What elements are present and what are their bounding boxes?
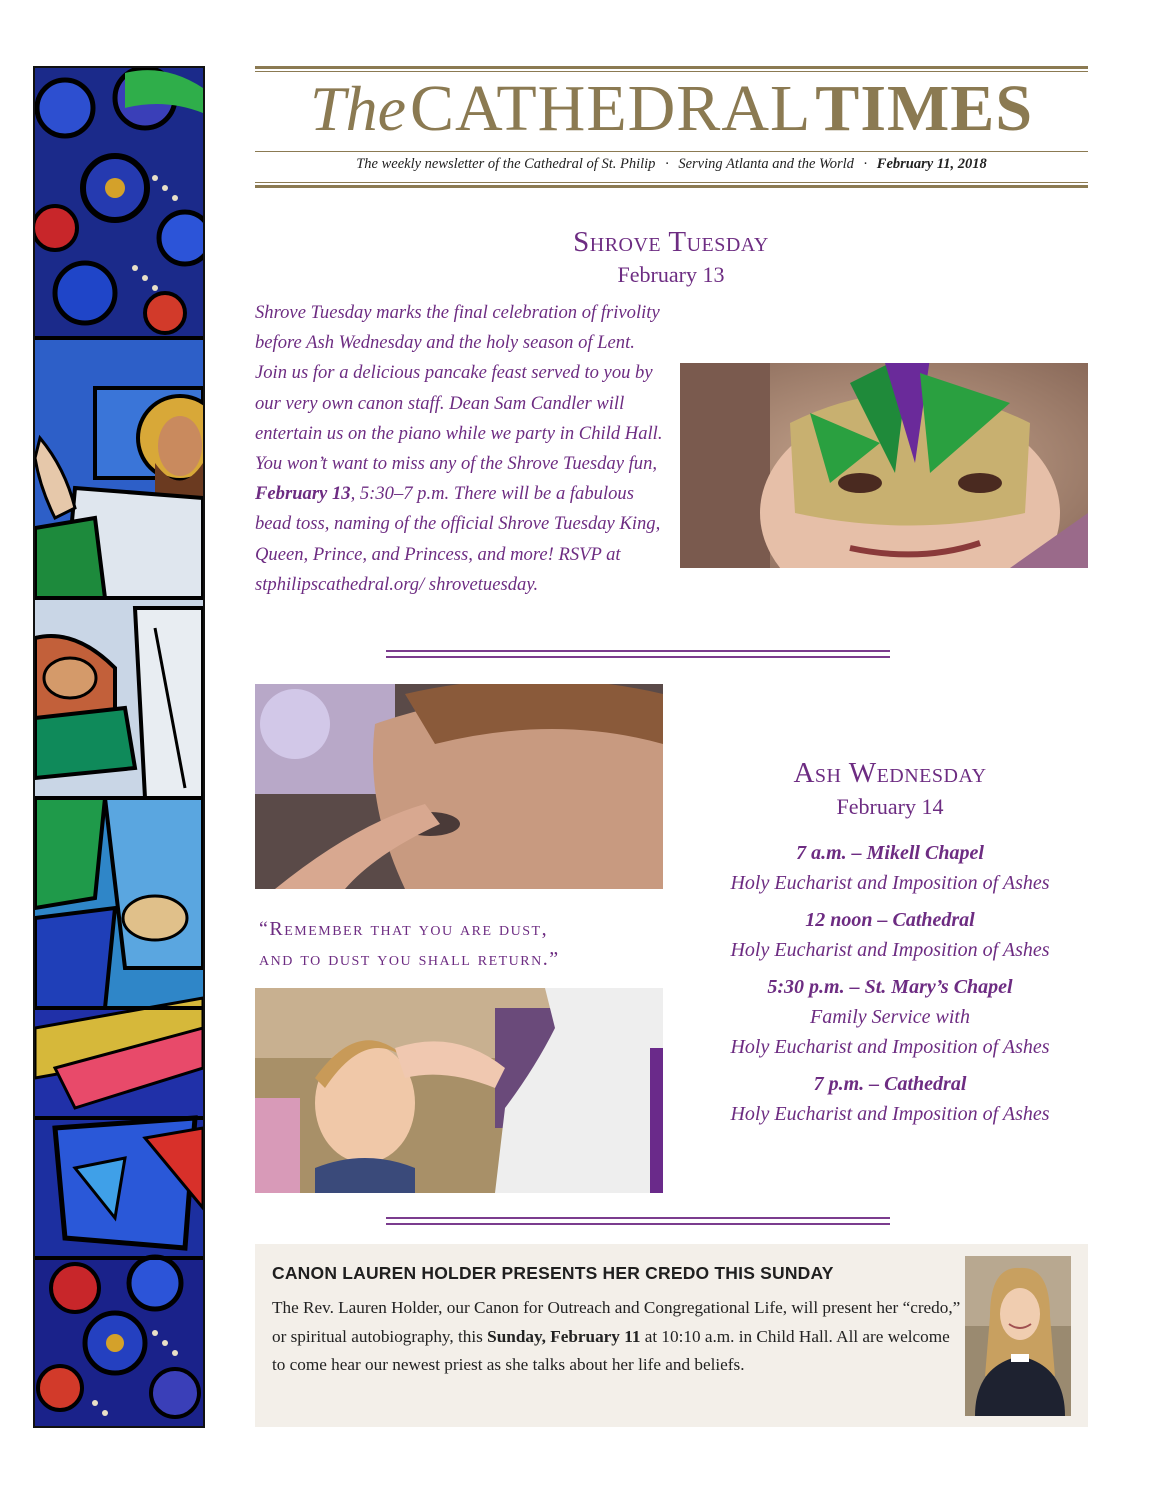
canon-body-bold: Sunday, February 11 (487, 1326, 641, 1346)
masthead-rule-top (255, 66, 1088, 69)
ash-child-photo (255, 988, 663, 1193)
masthead-date: February 11, 2018 (876, 156, 987, 172)
service-description: Holy Eucharist and Imposition of Ashes (730, 1036, 1050, 1058)
service-entry (700, 838, 1080, 898)
stained-glass-strip (33, 66, 205, 1428)
shrove-body-end: , 5:30–7 p.m. There will be a fabulous bead toss, naming of the official Shrove Tuesday King, Queen, Prince, and Princess, and more! RSVP at stphilipscathedral.org/ shrovetuesday. (255, 483, 661, 595)
service-description: Holy Eucharist and Imposition of Ashes (730, 939, 1050, 961)
masthead-title-the: The (309, 73, 406, 144)
ash-forehead-photo (255, 684, 663, 889)
masthead-title-times: TIMES (815, 72, 1034, 145)
canon-body (272, 1294, 962, 1380)
canon-body-end: at 10:10 a.m. in Child Hall. All are welcome to come hear our newest priest as she talks about her life and beliefs. (272, 1326, 950, 1374)
service-time: 7 a.m. – Mikell Chapel (796, 842, 984, 864)
service-description: Holy Eucharist and Imposition of Ashes (730, 872, 1050, 894)
masthead-rule-mid (255, 151, 1088, 152)
ash-quote (259, 914, 659, 974)
mardi-gras-mask-photo (680, 363, 1088, 568)
service-description: Holy Eucharist and Imposition of Ashes (730, 1103, 1050, 1125)
service-entry (700, 905, 1080, 965)
service-time: 7 p.m. – Cathedral (813, 1073, 967, 1095)
shrove-body-start: Shrove Tuesday marks the final celebration of frivolity before Ash Wednesday and the holy season of Lent. Join us for a delicious pancake feast served to you by our very own canon staff. Dean Sam Candler will entertain us on the piano while we party in Child Hall. You won’t want to miss any of the Shrove Tuesday fun, (255, 302, 663, 475)
section-divider (386, 650, 890, 658)
masthead-separator: · (665, 156, 669, 172)
shrove-heading: Shrove Tuesday (573, 226, 769, 258)
masthead-subtitle-part2: Serving Atlanta and the World (678, 156, 854, 172)
masthead-rule-bottom-thin (255, 182, 1088, 183)
masthead-subtitle (255, 156, 1088, 173)
section-divider (386, 1217, 890, 1225)
shrove-date: February 13 (617, 262, 725, 287)
service-description: Family Service with (810, 1006, 970, 1028)
ash-date: February 14 (836, 794, 944, 819)
masthead-rule-bottom (255, 185, 1088, 188)
masthead-subtitle-part1: The weekly newsletter of the Cathedral of St. Philip (356, 156, 656, 172)
ash-service-list (700, 838, 1080, 1136)
masthead-separator: · (863, 156, 868, 172)
service-entry (700, 972, 1080, 1062)
service-time: 5:30 p.m. – St. Mary’s Chapel (767, 976, 1013, 998)
ash-quote-line1: “Remember that you are dust, (259, 918, 549, 940)
canon-body-start: The Rev. Lauren Holder, our Canon for Outreach and Congregational Life, will present her “credo,” or spiritual autobiography, this (272, 1298, 961, 1346)
canon-heading: CANON LAUREN HOLDER PRESENTS HER CREDO THIS SUNDAY (272, 1263, 834, 1283)
shrove-body (255, 298, 670, 600)
ash-quote-line2: and to dust you shall return.” (259, 948, 560, 970)
canon-portrait-photo (965, 1256, 1071, 1416)
masthead-title (255, 72, 1088, 145)
shrove-body-bold: February 13 (255, 483, 351, 505)
masthead-title-cathedral: CATHEDRAL (409, 72, 812, 145)
ash-heading: Ash Wednesday (793, 757, 987, 789)
service-time: 12 noon – Cathedral (805, 909, 975, 931)
service-entry (700, 1069, 1080, 1129)
